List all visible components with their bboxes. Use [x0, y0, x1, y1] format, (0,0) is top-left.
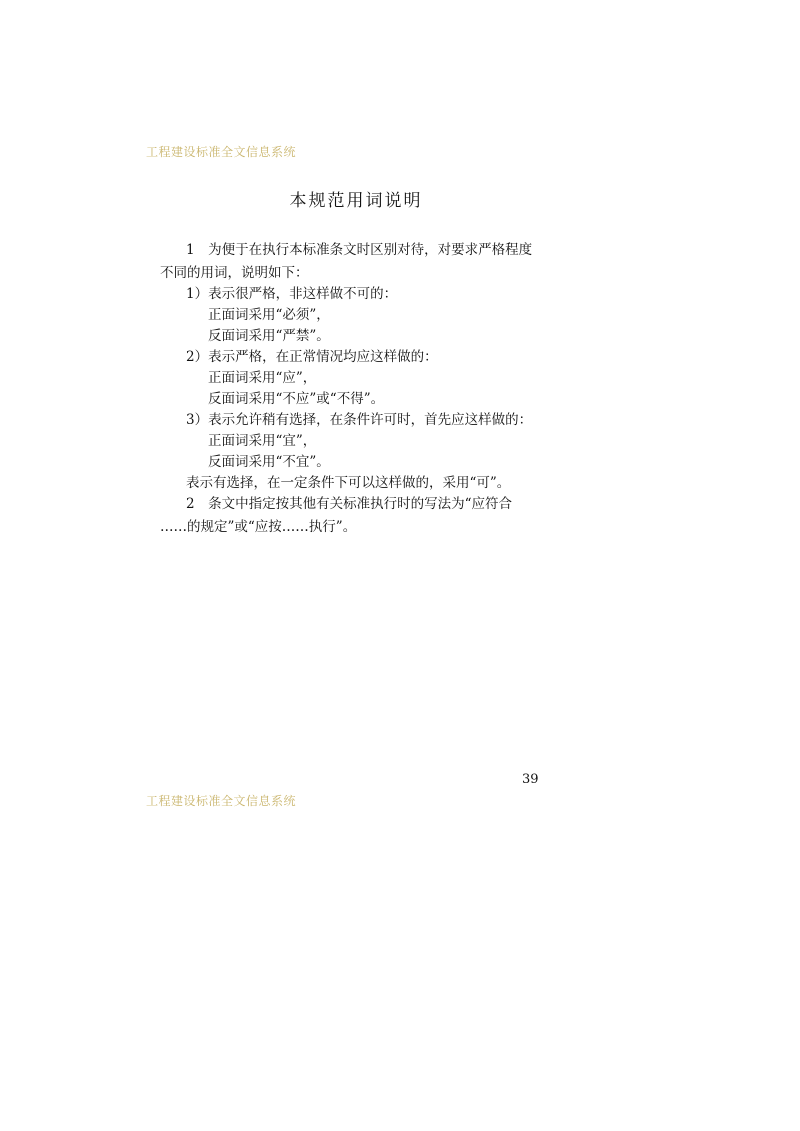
body-line-1: 1 为便于在执行本标准条文时区别对待，对要求严格程度 — [186, 242, 533, 258]
body-line-6: 2）表示严格，在正常情况均应这样做的： — [186, 349, 438, 365]
body-line-3: 1）表示很严格，非这样做不可的： — [186, 286, 398, 302]
page-number: 39 — [522, 772, 539, 787]
body-line-2: 不同的用词，说明如下： — [160, 265, 309, 281]
body-line-10: 正面词采用“宜”， — [208, 433, 317, 449]
body-line-4: 正面词采用“必须”， — [208, 307, 330, 323]
body-line-8: 反面词采用“不应”或“不得”。 — [208, 391, 385, 407]
body-line-13: 2 条文中指定按其他有关标准执行时的写法为“应符合 — [186, 496, 512, 512]
body-line-7: 正面词采用“应”， — [208, 370, 317, 386]
body-line-9: 3）表示允许稍有选择，在条件许可时，首先应这样做的： — [186, 412, 533, 428]
body-line-14: ……的规定”或“应按……执行”。 — [160, 519, 357, 535]
body-line-11: 反面词采用“不宜”。 — [208, 454, 330, 470]
page-title: 本规范用词说明 — [289, 191, 423, 211]
body-line-12: 表示有选择，在一定条件下可以这样做的，采用“可”。 — [186, 475, 511, 491]
watermark-top: 工程建设标准全文信息系统 — [146, 145, 297, 159]
watermark-bottom: 工程建设标准全文信息系统 — [146, 794, 297, 808]
body-line-5: 反面词采用“严禁”。 — [208, 328, 330, 344]
